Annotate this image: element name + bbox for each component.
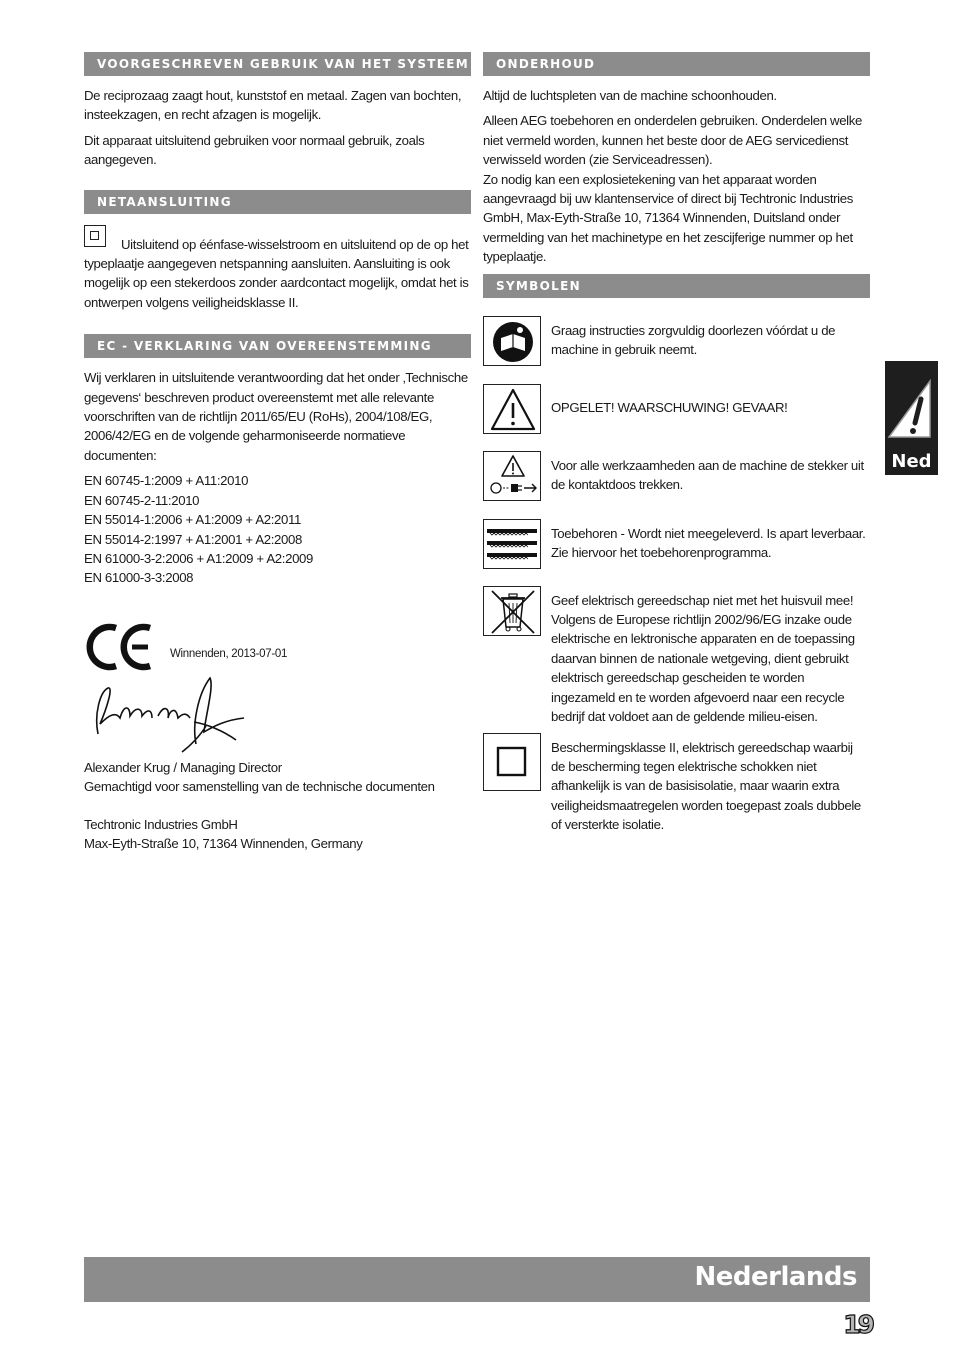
signature-image (86, 674, 256, 756)
standard-item: EN 55014-2:1997 + A1:2001 + A2:2008 (84, 531, 302, 547)
power-text: Uitsluitend op éénfase-wisselstroom en uitsluitend op de op het typeplaatje aangegeven netspanning aansluiten. Aansluiting is ook mogelijk op een stekerdoos zonder aardcontact mogelijk, omdat het is ontwerpen volgens veiligheidsklasse II. (84, 236, 469, 310)
read-manual-icon (483, 316, 541, 366)
symbol-row-read-manual (483, 316, 870, 384)
standards-list (84, 471, 471, 587)
usage-paragraph: Dit apparaat uitsluitend gebruiken voor normaal gebruik, zoals aangegeven. (84, 132, 425, 168)
right-column (483, 52, 870, 835)
section-header-power: NETAANSLUITING (84, 190, 471, 214)
ec-body (84, 368, 471, 853)
symbol-text: Geef elektrisch gereedschap niet met het huisvuil mee! Volgens de Europese richtlijn 2002/96/EG inzake oude elektrische en lektronische apparaten en de toepassing daarvan binnen de nationale wetgeving, dient gebruikt elektrisch gereedschap gescheiden te worden ingezameld en te worden afgevoerd naar een recycle bedrijf dat voldoet aan de geldende milieu-eisen. (551, 592, 855, 725)
maintenance-body (483, 86, 870, 267)
signer-role: Gemachtigd voor samenstelling van de technische documenten (84, 779, 435, 795)
side-tab-label: Ned (891, 451, 932, 472)
standard-item: EN 61000-3-3:2008 (84, 570, 194, 586)
symbol-row-protection-class (483, 733, 870, 835)
usage-body (84, 86, 471, 170)
page-number: 19 (843, 1310, 872, 1339)
symbol-text: Voor alle werkzaamheden aan de machine de stekker uit de kontaktdoos trekken. (551, 457, 864, 493)
ec-intro: Wij verklaren in uitsluitende verantwoording dat het onder ‚Technische gegevens‘ beschreven product overeenstemt met alle relevante voorschriften van de richtlijn 2011/65/EU (RoHs), 2004/108/EG, 2006/42/EG en de volgende geharmoniseerde normatieve documenten: (84, 370, 468, 463)
footer-bar (84, 1257, 870, 1302)
standard-item: EN 60745-1:2009 + A11:2010 (84, 473, 249, 489)
symbols-list (483, 316, 870, 835)
symbol-text: Toebehoren - Wordt niet meegeleverd. Is apart leverbaar. Zie hiervoor het toebehorenprogramma. (551, 525, 866, 561)
protection-class-2-icon (84, 225, 106, 247)
signer-name: Alexander Krug / Managing Director (84, 759, 282, 775)
section-header-ec: EC - VERKLARING VAN OVEREENSTEMMING (84, 334, 471, 358)
symbol-text: OPGELET! WAARSCHUWING! GEVAAR! (551, 399, 788, 415)
symbol-text: Beschermingsklasse II, elektrisch gereedschap waarbij de bescherming tegen elektrische schokken niet afhankelijk is van de basisisolatie, maar waarin extra veiligheidsmaatregelen worden toegepast zoals dubbele of versterkte isolatie. (551, 739, 861, 833)
accessory-blades-icon (483, 519, 541, 569)
warning-icon (885, 361, 938, 443)
ce-signature-area (84, 608, 471, 758)
place-date: Winnenden, 2013-07-01 (170, 647, 288, 660)
symbol-row-unplug (483, 451, 870, 519)
protection-class-2-icon (483, 733, 541, 791)
usage-paragraph: De reciprozaag zaagt hout, kunststof en metaal. Zagen van bochten, insteekzagen, en recht afzagen is mogelijk. (84, 88, 462, 123)
weee-bin-icon (483, 586, 541, 636)
symbol-row-accessory (483, 519, 870, 586)
company-address: Max-Eyth-Straße 10, 71364 Winnenden, Germany (84, 835, 363, 851)
standard-item: EN 55014-1:2006 + A1:2009 + A2:2011 (84, 512, 302, 528)
unplug-icon (483, 451, 541, 501)
left-column (84, 52, 471, 853)
maintenance-paragraph: Alleen AEG toebehoren en onderdelen gebruiken. Onderdelen welke niet vermeld worden, kunnen het beste door de AEG servicedienst verwisseld worden (zie Serviceadressen). (483, 113, 862, 168)
warning-icon (483, 384, 541, 434)
ce-mark-icon (86, 622, 156, 672)
symbol-row-warning (483, 384, 870, 451)
standard-item: EN 60745-2-11:2010 (84, 492, 200, 508)
section-header-maintenance: ONDERHOUD (483, 52, 870, 76)
symbol-row-weee (483, 586, 870, 733)
standard-item: EN 61000-3-2:2006 + A1:2009 + A2:2009 (84, 550, 314, 566)
language-side-tab (885, 361, 938, 475)
maintenance-paragraph: Zo nodig kan een explosietekening van het apparaat worden aangevraagd bij uw klantenservice of direct bij Techtronic Industries GmbH, Max-Eyth-Straße 10, 71364 Winnenden, Duitsland onder vermelding van het machinetype en het zescijferige nummer op het typeplaatje. (483, 171, 853, 265)
section-header-usage: VOORGESCHREVEN GEBRUIK VAN HET SYSTEEM (84, 52, 471, 76)
company-name: Techtronic Industries GmbH (84, 816, 238, 832)
maintenance-paragraph: Altijd de luchtspleten van de machine schoonhouden. (483, 88, 777, 103)
footer-language: Nederlands (694, 1262, 857, 1292)
symbol-text: Graag instructies zorgvuldig doorlezen vóórdat u de machine in gebruik neemt. (551, 322, 836, 358)
power-body (84, 225, 471, 313)
section-header-symbols: SYMBOLEN (483, 274, 870, 298)
